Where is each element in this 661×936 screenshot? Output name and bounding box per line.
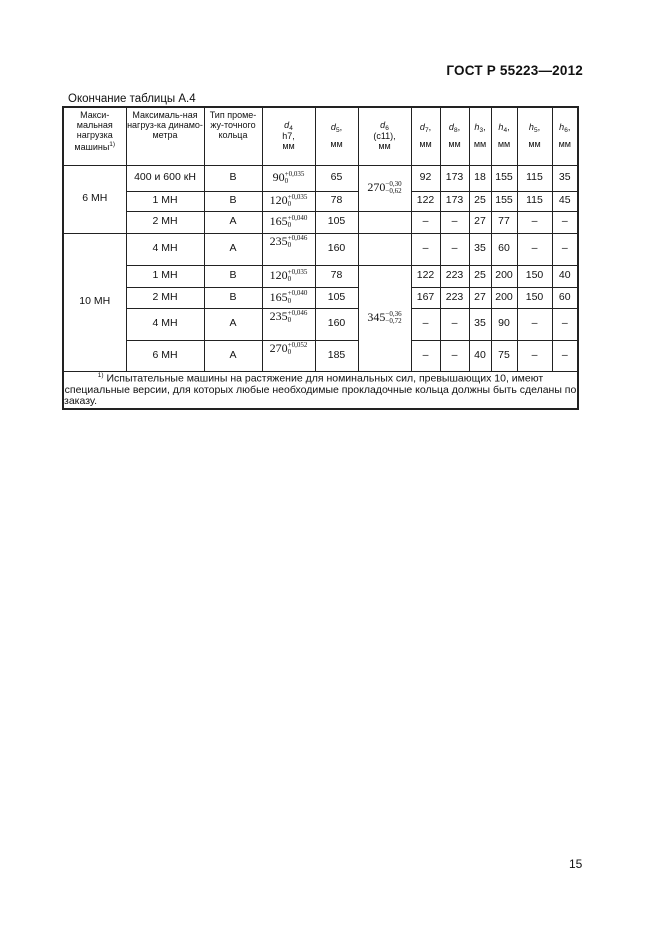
d7-cell: 122 [411,265,440,287]
ring-type-cell: А [204,211,262,233]
document-standard-header: ГОСТ Р 55223—2012 [446,63,583,78]
d8-cell: 173 [440,165,469,191]
h6-cell: 60 [552,287,578,308]
d6-cell [358,211,411,233]
h6-cell: – [552,308,578,340]
dimensions-table [62,106,579,410]
d6-cell: 345 −0,36 −0,72 [358,265,411,371]
d7-cell: 122 [411,191,440,211]
col-header-h4: $h_4$, мм [491,107,517,165]
h5-cell: – [517,308,552,340]
d5-cell: 65 [315,165,358,191]
table-row [63,233,578,265]
table-row [63,165,578,191]
h3-cell: 35 [469,308,491,340]
d4-cell: 165 +0,040 0 [262,287,315,308]
h5-cell: 115 [517,191,552,211]
h5-cell: 150 [517,287,552,308]
dynamometer-load-cell: 1 МН [126,191,204,211]
d4-cell: 235 +0,046 0 [262,233,315,265]
table-row [63,308,578,340]
d4-cell: 90 +0,035 0 [262,165,315,191]
d6-cell [358,233,411,265]
d7-cell: 92 [411,165,440,191]
page-number: 15 [569,857,583,871]
col-header-d8: $d_8$, мм [440,107,469,165]
header-row [63,107,578,165]
h5-cell: 115 [517,165,552,191]
machine-load-cell: 6 МН [63,165,126,233]
d5-cell: 105 [315,287,358,308]
h5-cell: 150 [517,265,552,287]
col-header-d4: $d_4$ h7, мм [262,107,315,165]
h3-cell: 40 [469,340,491,371]
h6-cell: 35 [552,165,578,191]
d5-cell: 160 [315,233,358,265]
table-row [63,340,578,371]
h4-cell: 200 [491,287,517,308]
machine-load-cell: 10 МН [63,233,126,371]
dynamometer-load-cell: 6 МН [126,340,204,371]
d5-cell: 78 [315,191,358,211]
h3-cell: 27 [469,287,491,308]
col-header-h5: $h_5$, мм [517,107,552,165]
h4-cell: 155 [491,165,517,191]
ring-type-cell: В [204,287,262,308]
d7-cell: – [411,233,440,265]
table-caption: Окончание таблицы А.4 [68,93,196,105]
d5-cell: 105 [315,211,358,233]
d7-cell: – [411,308,440,340]
table-row [63,211,578,233]
d8-cell: – [440,308,469,340]
d8-cell: – [440,233,469,265]
d7-cell: 167 [411,287,440,308]
col-header-d7: $d_7$, мм [411,107,440,165]
h3-cell: 18 [469,165,491,191]
ring-type-cell: В [204,265,262,287]
d4-cell: 270 +0,052 0 [262,340,315,371]
dynamometer-load-cell: 1 МН [126,265,204,287]
h6-cell: 45 [552,191,578,211]
dynamometer-load-cell: 2 МН [126,211,204,233]
h3-cell: 25 [469,265,491,287]
dynamometer-load-cell: 4 МН [126,233,204,265]
h5-cell: – [517,211,552,233]
dynamometer-load-cell: 4 МН [126,308,204,340]
d8-cell: 173 [440,191,469,211]
table-row [63,265,578,287]
d8-cell: – [440,340,469,371]
d4-cell: 235 +0,046 0 [262,308,315,340]
table-row [63,191,578,211]
d7-cell: – [411,340,440,371]
d8-cell: – [440,211,469,233]
dynamometer-load-cell: 2 МН [126,287,204,308]
d5-cell: 160 [315,308,358,340]
table-footnote: $^{1)}$ Испытательные машины на растяжение для номинальных сил, превышающих 10, имеют специальные версии, для которых любые необходимые прокладочные кольца должны быть сделаны по заказу. [64,371,577,408]
h4-cell: 90 [491,308,517,340]
col-header-h6: $h_6$, мм [552,107,578,165]
h5-cell: – [517,340,552,371]
col-header-ring-type: Тип проме-жу-точного кольца [204,107,262,165]
ring-type-cell: А [204,308,262,340]
h4-cell: 77 [491,211,517,233]
h5-cell: – [517,233,552,265]
d8-cell: 223 [440,265,469,287]
d5-cell: 185 [315,340,358,371]
h4-cell: 200 [491,265,517,287]
h3-cell: 25 [469,191,491,211]
d4-cell: 120 +0,035 0 [262,265,315,287]
dynamometer-load-cell: 400 и 600 кН [126,165,204,191]
ring-type-cell: В [204,191,262,211]
h6-cell: – [552,340,578,371]
ring-type-cell: А [204,233,262,265]
footnote-row [63,371,578,409]
d4-cell: 165 +0,040 0 [262,211,315,233]
h3-cell: 35 [469,233,491,265]
h4-cell: 155 [491,191,517,211]
h6-cell: 40 [552,265,578,287]
h4-cell: 75 [491,340,517,371]
ring-type-cell: А [204,340,262,371]
h6-cell: – [552,233,578,265]
ring-type-cell: В [204,165,262,191]
h6-cell: – [552,211,578,233]
col-header-h3: $h_3$, мм [469,107,491,165]
d6-cell: 270 −0,30 −0,62 [358,165,411,211]
col-header-dynamometer-load: Максималь-ная нагруз-ка динамо-метра [126,107,204,165]
col-header-d5: $d_5$, мм [315,107,358,165]
h4-cell: 60 [491,233,517,265]
h3-cell: 27 [469,211,491,233]
d5-cell: 78 [315,265,358,287]
table-row [63,287,578,308]
d7-cell: – [411,211,440,233]
col-header-d6: $d_6$ (c11), мм [358,107,411,165]
d8-cell: 223 [440,287,469,308]
col-header-machine-load: Макси-мальная нагрузка машины$^{1)}$ [63,107,126,165]
d4-cell: 120 +0,035 0 [262,191,315,211]
